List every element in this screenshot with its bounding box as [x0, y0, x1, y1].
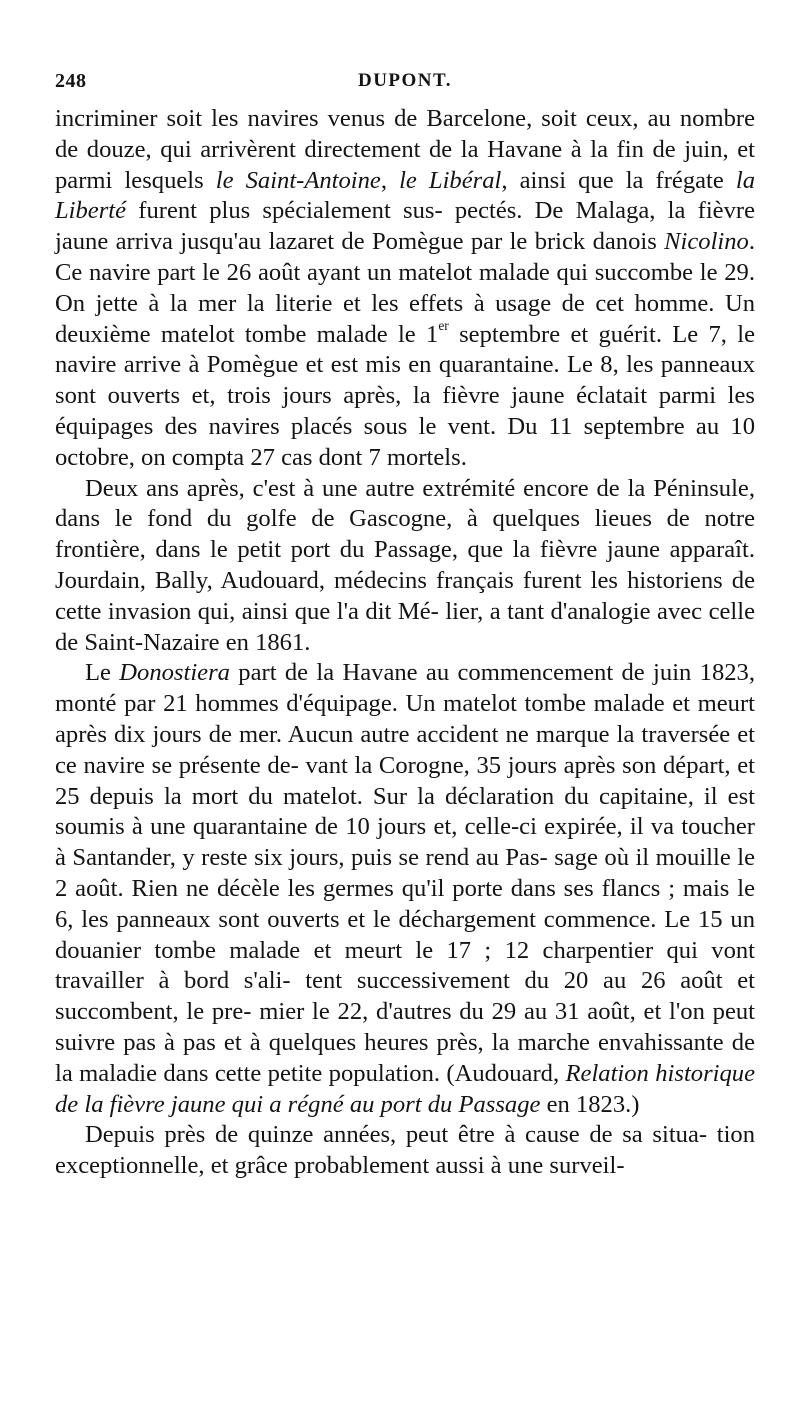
paragraph-1 — [55, 104, 755, 474]
superscript-text: er — [438, 317, 449, 333]
paragraph-4 — [55, 1120, 755, 1182]
text-run: Depuis près de quinze années, peut être à cause de sa situa- tion exceptionnelle, et grâce probablement aussi à une surveil- — [55, 1121, 755, 1180]
running-head: DUPONT. — [357, 70, 453, 91]
text-run: Deux ans après, c'est à une autre extrémité encore de la Péninsule, dans le fond du golfe de Gascogne, à quelques lieues de notre frontière, dans le petit port du Passage, que la fièvre jaune apparaît. Jourdain, Bally, Audouard, médecins français furent les historiens de cette invasion qui, ainsi que l'a dit Mé- lier, a tant d'analogie avec celle de Saint-Nazaire en 1861. — [55, 474, 755, 656]
italic-text: Donostiera — [119, 659, 230, 687]
text-run: , ainsi que la frégate — [501, 166, 736, 194]
text-run: furent plus spécialement sus- pectés. De Malaga, la fièvre jaune arriva jusqu'au lazaret de Pomègue par le brick danois — [55, 197, 755, 256]
text-run: , — [380, 166, 400, 194]
book-page — [55, 70, 755, 1182]
text-run: . Ce navire part le 26 août ayant un matelot malade qui succombe le 29. On jette à la mer la literie et les effets à usage de cet homme. Un deuxième matelot tombe malade le 1 — [55, 228, 755, 348]
italic-text: Relation historique de la fièvre jaune qui a régné au port du Passage — [55, 1059, 755, 1118]
text-run: part de la Havane au commencement de juin 1823, monté par 21 hommes d'équipage. Un matelot tombe malade et meurt après dix jours de mer. Aucun autre accident ne marque la traversée et ce navire se présente de- vant la Corogne, 35 jours après son départ, et 25 depuis la mort du matelot. Sur la déclaration du capitaine, il est soumis à une quarantaine de 10 jours et, celle-ci expirée, il va toucher à Santander, y reste six jours, puis se rend au Pas- sage où il mouille le 2 août. Rien ne décèle les germes qu'il porte dans ses flancs ; mais le 6, les panneaux sont ouverts et le déchargement commence. Le 15 un douanier tombe malade et meurt le 17 ; 12 charpentier qui vont travailler à bord s'ali- tent successivement du 20 au 26 août et succombent, le pre- mier le 22, d'autres du 29 au 31 août, et l'on peut suivre pas à pas et à quelques heures près, la marche envahissante de la maladie dans cette petite population. (Audouard, — [55, 659, 755, 1087]
text-run: incriminer soit les navires venus de Barcelone, soit ceux, au nombre de douze, qui arrivèrent directement de la Havane à la fin de juin, et parmi lesquels — [55, 105, 755, 194]
text-run: en 1823.) — [540, 1090, 640, 1118]
page-header — [55, 70, 755, 104]
paragraph-3 — [55, 658, 755, 1120]
italic-text: Nicolino — [664, 228, 749, 256]
italic-text: le Libéral — [399, 166, 502, 194]
text-run: septembre et guérit. Le 7, le navire arrive à Pomègue et est mis en quarantaine. Le 8, les panneaux sont ouverts et, trois jours après, la fièvre jaune éclatait parmi les équipages des navires placés sous le vent. Du 11 septembre au 10 octobre, on compta 27 cas dont 7 mortels. — [55, 320, 755, 471]
page-number: 248 — [55, 70, 87, 92]
italic-text: le Saint-Antoine — [215, 166, 381, 194]
paragraph-2 — [55, 474, 755, 659]
text-run: Le — [85, 659, 120, 687]
page-body — [55, 104, 755, 1182]
italic-text: la Liberté — [55, 166, 756, 225]
